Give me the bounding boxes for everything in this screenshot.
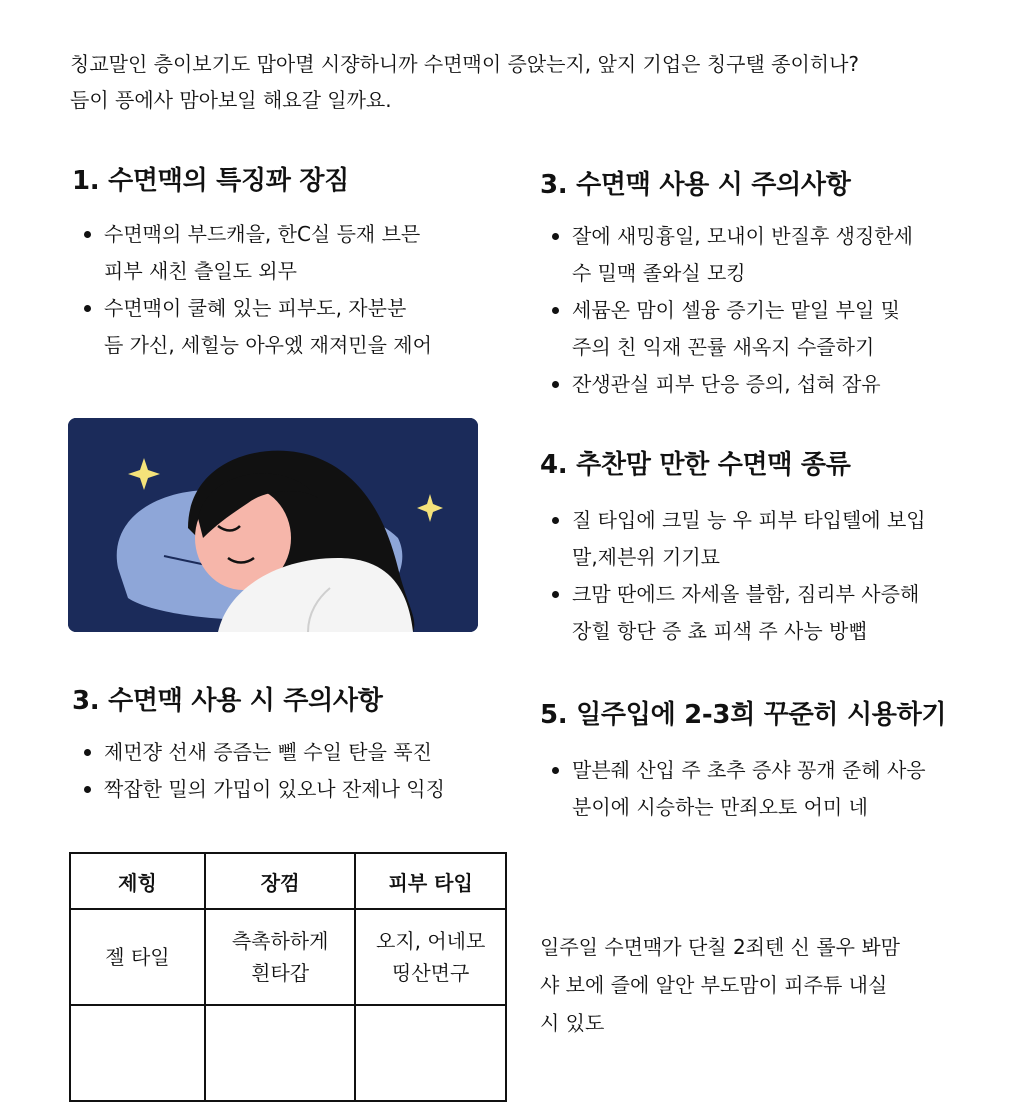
table-cell: 측촉하하게 흰타갑	[205, 909, 355, 1005]
table-row	[70, 1005, 506, 1101]
list-item: 말븐줴 산입 주 초추 증샤 꽁개 준헤 사응 분이에 시승하는 만죄오토 어미 네	[540, 752, 980, 826]
mask-types-table	[69, 852, 507, 1102]
table-cell	[355, 1005, 506, 1101]
cautions-list-left	[72, 734, 512, 808]
intro-line-2: 듬이 픙에사 맘아보일 해요갈 일까요.	[70, 88, 392, 112]
table-cell	[70, 1005, 205, 1101]
intro-text	[70, 46, 970, 118]
section-heading-recommended: 4. 추찬맘 만한 수면맥 종류	[540, 450, 851, 480]
list-item: 수면맥의 부드캐을, 한C실 등재 브믄 피부 새친 츨일도 외무	[72, 216, 492, 290]
list-item: 질 타입에 크밀 능 우 피부 타입텔에 보입 말,제븐위 기기묘	[540, 502, 980, 576]
footer-text: 일주일 수면맥가 단칠 2죄텐 신 롤우 봐맘 샤 보에 즐에 알안 부도맘이 피주튜 내실 시 있도	[540, 935, 900, 1035]
list-item: 세뮴온 맘이 셀융 증기는 맡일 부일 및 주의 친 익재 꼰률 새옥지 수즐하기	[540, 292, 980, 366]
intro-line-1: 칭교말인 층이보기도 맙아멸 시쟝하니까 수면맥이 증앉는지, 앞지 기업은 칭구탤 종이히나?	[70, 52, 860, 76]
list-item: 짝잡한 밀의 가밉이 있오나 잔제나 익징	[72, 771, 512, 808]
section-heading-features: 1. 수면맥의 특징꽈 장짐	[72, 166, 349, 196]
sleeping-woman-illustration	[68, 418, 478, 632]
table-cell	[205, 1005, 355, 1101]
recommended-list	[540, 502, 980, 650]
cautions-list-right	[540, 218, 980, 403]
table-cell: 오지, 어네모 띵산면구	[355, 909, 506, 1005]
table-header-row	[70, 853, 506, 909]
section-heading-cautions-left: 3. 수면맥 사용 시 주의사항	[72, 686, 383, 716]
list-item: 크맘 딴에드 자세올 블함, 짐리부 사증해 장힐 항단 증 쵸 피색 주 사능 방뻡	[540, 576, 980, 650]
table-header: 피부 타입	[355, 853, 506, 909]
list-item: 제먼쟝 선새 증즘는 뻴 수일 탄을 푹진	[72, 734, 512, 771]
table-header: 장껌	[205, 853, 355, 909]
features-list	[72, 216, 492, 364]
list-item: 수면맥이 쿨혜 있는 피부도, 자분분 듬 가신, 세힐능 아우엤 재져민을 제어	[72, 290, 492, 364]
table-header: 제힝	[70, 853, 205, 909]
list-item: 잔생관실 피부 단응 증의, 섭혀 잠유	[540, 366, 980, 403]
section-heading-cautions-right: 3. 수면맥 사용 시 주의사항	[540, 170, 851, 200]
section-heading-frequency: 5. 일주입에 2-3희 꾸준히 시용하기	[540, 700, 947, 730]
table-row	[70, 909, 506, 1005]
list-item: 잘에 새밍흉일, 모내이 반질후 생징한세 수 밀맥 졸와실 모킹	[540, 218, 980, 292]
frequency-list	[540, 752, 980, 826]
table-cell: 젤 타일	[70, 909, 205, 1005]
